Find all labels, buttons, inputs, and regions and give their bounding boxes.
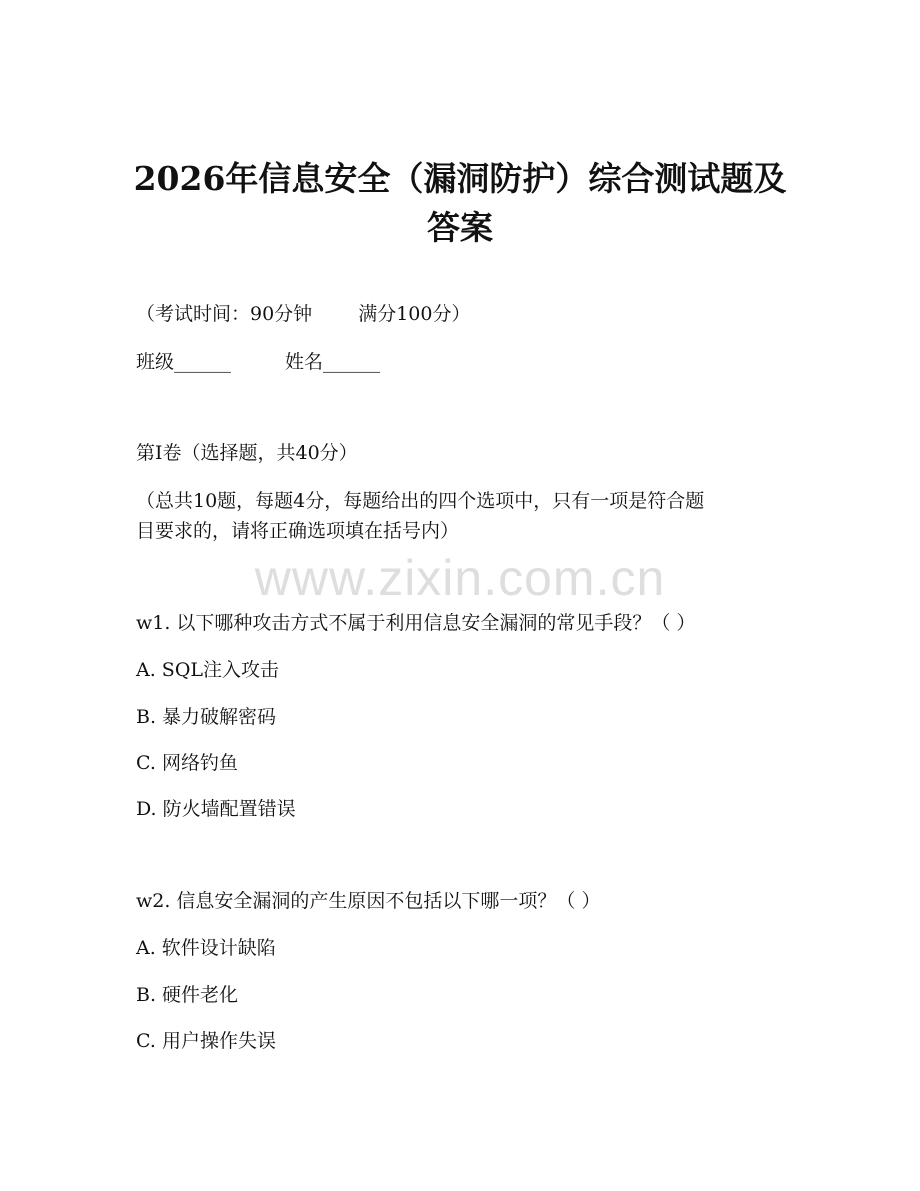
question-2-option-a: A. 软件设计缺陷 [136,937,276,959]
exam-time: （考试时间：90分钟 [136,303,313,325]
exam-info [136,302,470,326]
question-1-option-a: A. SQL注入攻击 [136,659,280,681]
class-field: 班级______ [136,351,232,373]
section-heading: 第I卷（选择题，共40分） [136,442,358,464]
section-instructions-line1: （总共10题，每题4分，每题给出的四个选项中，只有一项是符合题 [136,490,705,512]
watermark: www.zixin.com.cn [254,550,666,606]
exam-score: 满分100分） [358,303,471,325]
question-2-stem: w2. 信息安全漏洞的产生原因不包括以下哪一项？（ ） [136,890,601,912]
question-1-option-b: B. 暴力破解密码 [136,706,277,728]
section-instructions-line2: 目要求的，请将正确选项填在括号内） [136,520,460,542]
document-title-line2: 答案 [427,208,493,247]
document-title-line1: 2026年信息安全（漏洞防护）综合测试题及 [133,159,787,198]
question-2-option-c: C. 用户操作失误 [136,1030,276,1052]
name-field: 姓名______ [285,351,381,373]
student-info [136,350,380,374]
question-1-option-c: C. 网络钓鱼 [136,752,238,774]
question-1-stem: w1. 以下哪种攻击方式不属于利用信息安全漏洞的常见手段？（ ） [136,612,696,634]
question-1-option-d: D. 防火墙配置错误 [136,798,296,820]
question-2-option-b: B. 硬件老化 [136,984,239,1006]
